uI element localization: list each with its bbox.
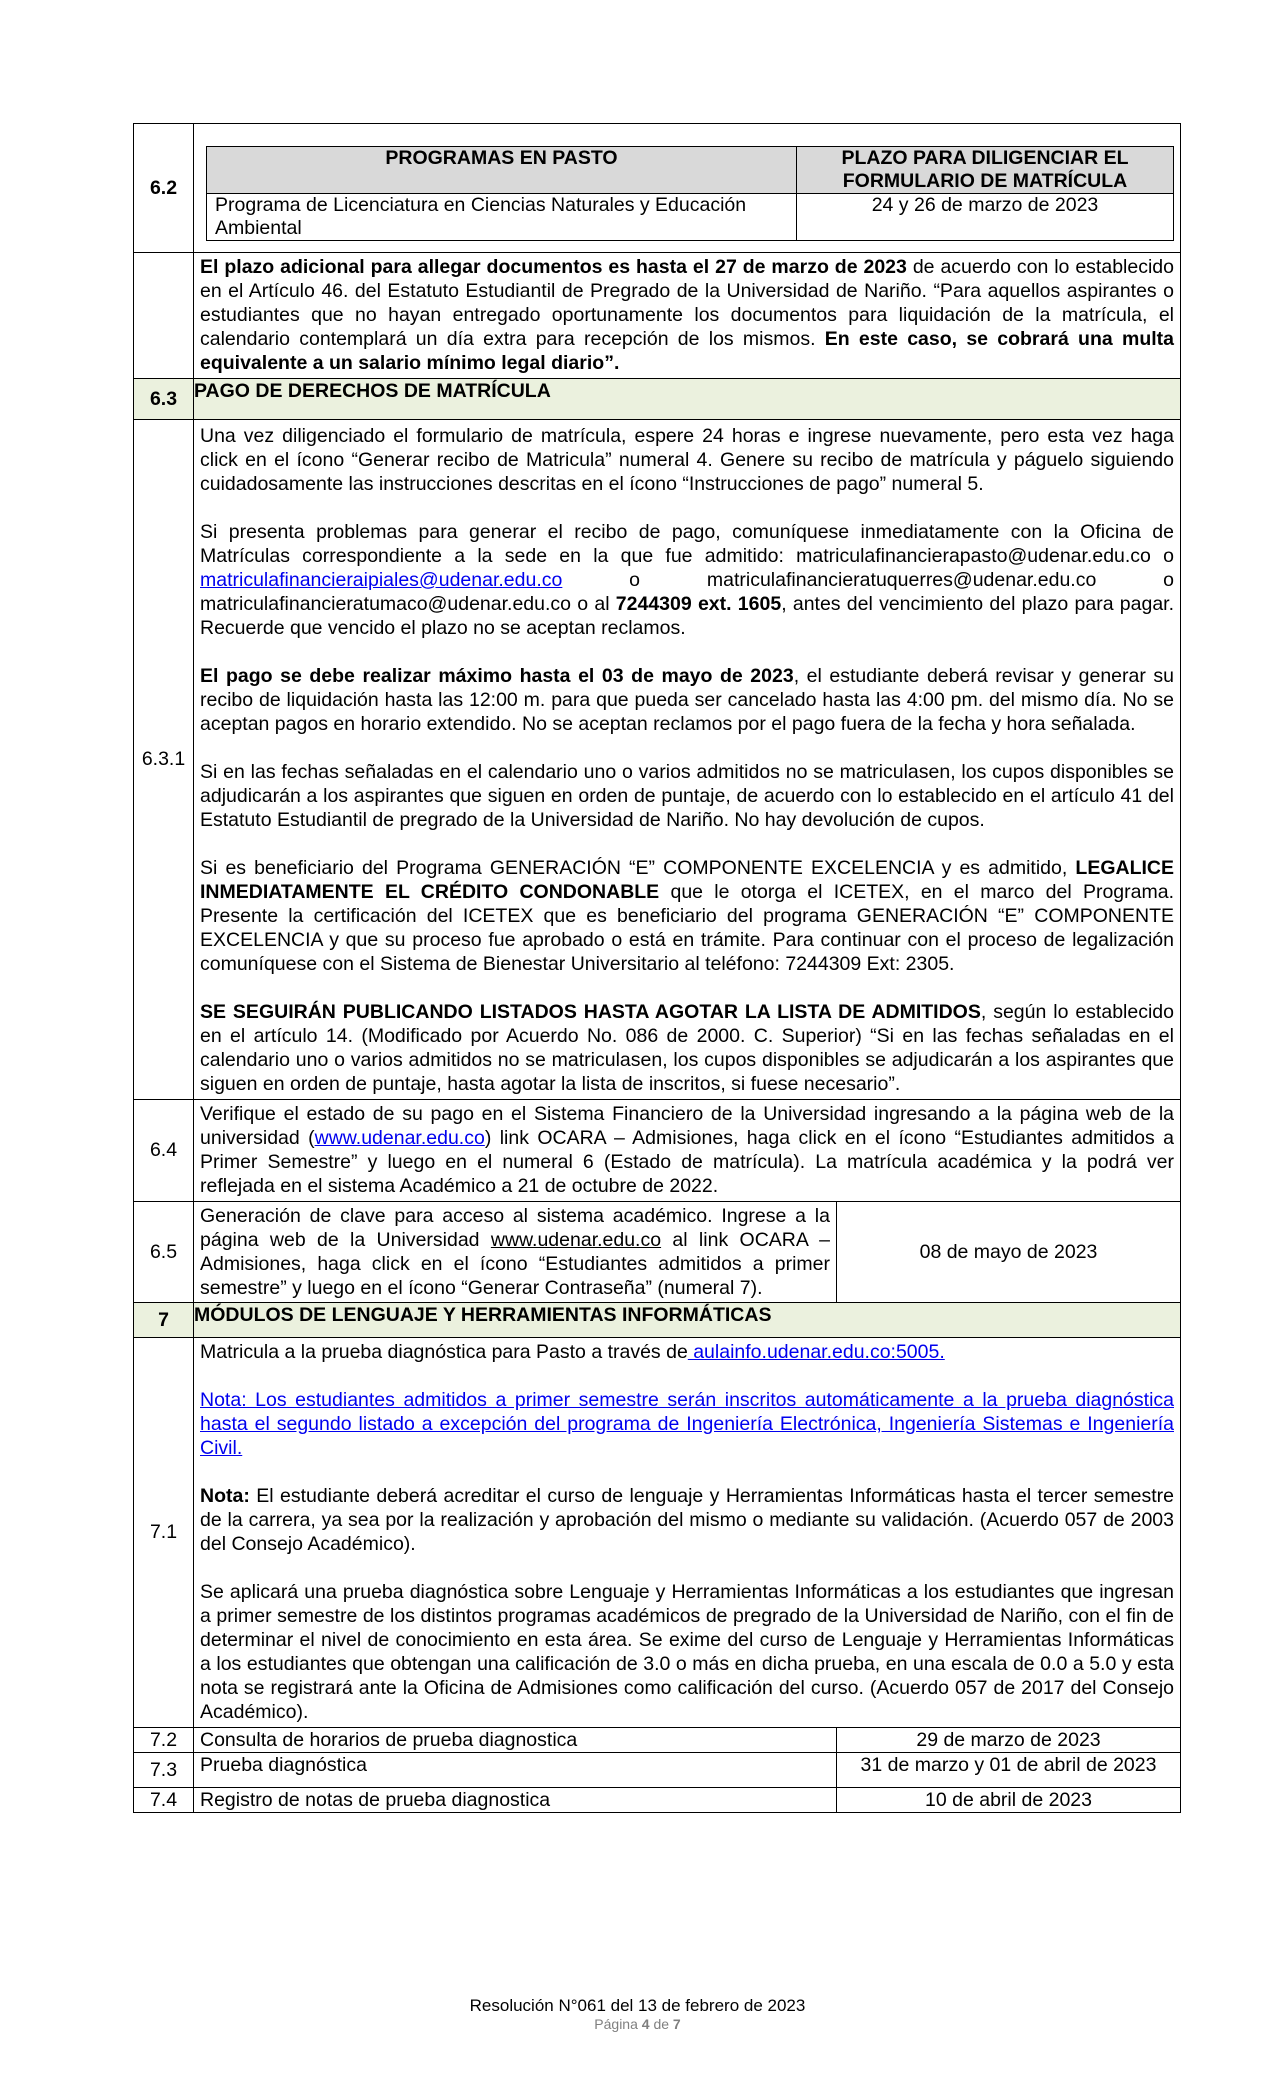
row-7-3 — [134, 1753, 1181, 1788]
password-text: Generación de clave para acceso al sistema académico. Ingrese a la página web de la Universidad www.udenar.edu.co al link OCARA – Admisiones, haga click en el ícono “Estudiantes admitidos a primer semestre” y luego en el ícono “Generar Contraseña” (numeral 7). — [194, 1202, 837, 1303]
password-date: 08 de mayo de 2023 — [837, 1202, 1181, 1303]
row-label: Prueba diagnóstica — [194, 1753, 837, 1788]
row-label: Consulta de horarios de prueba diagnostica — [194, 1728, 837, 1753]
section-number: 6.2 — [134, 124, 194, 253]
section-title: PAGO DE DERECHOS DE MATRÍCULA — [194, 379, 1181, 420]
aulainfo-link[interactable]: aulainfo.udenar.edu.co:5005. — [687, 1341, 945, 1363]
extra-deadline-text: El plazo adicional para allegar documentos es hasta el 27 de marzo de 2023 de acuerdo con lo establecido en el Artículo 46. del Estatuto Estudiantil de Pregrado de la Universidad de Nariño. “Para aquellos aspirantes o estudiantes que no hayan entregado oportunamente los documentos para liquidación de la matrícula, el calendario contemplará un día extra para recepción de los mismos. En este caso, se cobrará una multa equivalente a un salario mínimo legal diario”. — [200, 256, 1174, 374]
row-6-3-1 — [134, 420, 1181, 1100]
row-label: Registro de notas de prueba diagnostica — [194, 1788, 837, 1813]
section-number: 7.3 — [134, 1753, 194, 1788]
udenar-link[interactable]: www.udenar.edu.co — [314, 1127, 485, 1149]
programs-table — [206, 146, 1174, 241]
section-number: 6.3 — [134, 379, 194, 420]
row-7 — [134, 1303, 1181, 1338]
row-6-2-extra — [134, 253, 1181, 379]
section-title: MÓDULOS DE LENGUAJE Y HERRAMIENTAS INFORMÁTICAS — [194, 1303, 1181, 1338]
cell-6-2 — [194, 124, 1181, 253]
diagnostic-test-text: Matricula a la prueba diagnóstica para Pasto a través de aulainfo.udenar.edu.co:5005. Nota: Los estudiantes admitidos a primer semestre serán inscritos automáticamente a la prueba diagnóstica hasta el segundo listado a excepción del programa de Ingeniería Electrónica, Ingeniería Sistemas e Ingeniería Civil. Nota: El estudiante deberá acreditar el curso de lenguaje y Herramientas Informáticas hasta el tercer semestre de la carrera, ya sea por la realización y aprobación del mismo o mediante su validación. (Acuerdo 057 de 2003 del Consejo Académico). Se aplicará una prueba diagnóstica sobre Lenguaje y Herramientas Informáticas a los estudiantes que ingresan a primer semestre de los distintos programas académicos de pregrado de la Universidad de Nariño, con el fin de determinar el nivel de conocimiento en esta área. Se exime del curso de Lenguaje y Herramientas Informáticas a los estudiantes que obtengan una calificación de 3.0 o más en dicha prueba, en una escala de 0.0 a 5.0 y esta nota se registrará ante la Oficina de Admisiones como calificación del curso. (Acuerdo 057 de 2017 del Consejo Académico). — [200, 1341, 1174, 1723]
programs-header: PROGRAMAS EN PASTO — [207, 147, 797, 194]
row-7-1 — [134, 1338, 1181, 1728]
program-deadline: 24 y 26 de marzo de 2023 — [797, 194, 1174, 241]
row-7-2 — [134, 1728, 1181, 1753]
row-date: 29 de marzo de 2023 — [837, 1728, 1181, 1753]
section-number: 7.2 — [134, 1728, 194, 1753]
section-number: 6.4 — [134, 1100, 194, 1202]
udenar-link[interactable]: www.udenar.edu.co — [490, 1229, 662, 1251]
row-7-4 — [134, 1788, 1181, 1813]
row-6-4 — [134, 1100, 1181, 1202]
row-6-3 — [134, 379, 1181, 420]
deadline-header: PLAZO PARA DILIGENCIAR EL FORMULARIO DE MATRÍCULA — [797, 147, 1174, 194]
row-6-5 — [134, 1202, 1181, 1303]
section-number: 6.3.1 — [134, 420, 194, 1100]
program-name: Programa de Licenciatura en Ciencias Naturales y Educación Ambiental — [207, 194, 797, 241]
section-number: 7.4 — [134, 1788, 194, 1813]
payment-status-text: Verifique el estado de su pago en el Sistema Financiero de la Universidad ingresando a la página web de la universidad (www.udenar.edu.co) link OCARA – Admisiones, haga click en el ícono “Estudiantes admitidos a Primer Semestre” y luego en el numeral 6 (Estado de matrícula). La matrícula académica y la podrá ver reflejada en el sistema Académico a 21 de octubre de 2022. — [200, 1103, 1174, 1197]
page-number: Página 4 de 7 — [594, 2016, 681, 2032]
auto-enrollment-note[interactable]: Nota: Los estudiantes admitidos a primer semestre serán inscritos automáticamente a la prueba diagnóstica hasta el segundo listado a excepción del programa de Ingeniería Electrónica, Ingeniería Sistemas e Ingeniería Civil. — [200, 1389, 1174, 1459]
calendar-table — [133, 123, 1181, 1813]
row-date: 10 de abril de 2023 — [837, 1788, 1181, 1813]
section-number: 6.5 — [134, 1202, 194, 1303]
section-number: 7 — [134, 1303, 194, 1338]
resolution-reference: Resolución N°061 del 13 de febrero de 2023 — [469, 1996, 806, 2015]
row-date: 31 de marzo y 01 de abril de 2023 — [837, 1753, 1181, 1788]
row-6-2 — [134, 124, 1181, 253]
section-number: 7.1 — [134, 1338, 194, 1728]
payment-instructions: Una vez diligenciado el formulario de matrícula, espere 24 horas e ingrese nuevamente, pero esta vez haga click en el ícono “Generar recibo de Matricula” numeral 4. Genere su recibo de matrícula y páguelo siguiendo cuidadosamente las instrucciones descritas en el ícono “Instrucciones de pago” numeral 5. Si presenta problemas para generar el recibo de pago, comuníquese inmediatamente con la Oficina de Matrículas correspondiente a la sede en la que fue admitido: matriculafinancierapasto@udenar.edu.co o matriculafinancieraipiales@udenar.edu.co o matriculafinancieratuquerres@udenar.edu.co o matriculafinancieratumaco@udenar.edu.co o al 7244309 ext. 1605, antes del vencimiento del plazo para pagar. Recuerde que vencido el plazo no se aceptan reclamos. El pago se debe realizar máximo hasta el 03 de mayo de 2023, el estudiante deberá revisar y generar su recibo de liquidación hasta las 12:00 m. para que pueda ser cancelado hasta las 4:00 pm. del mismo día. No se aceptan pagos en horario extendido. No se aceptan reclamos por el pago fuera de la fecha y hora señalada. Si en las fechas señaladas en el calendario uno o varios admitidos no se matriculasen, los cupos disponibles se adjudicarán a los aspirantes que siguen en orden de puntaje, de acuerdo con lo establecido en el artículo 41 del Estatuto Estudiantil de pregrado de la Universidad de Nariño. No hay devolución de cupos. Si es beneficiario del Programa GENERACIÓN “E” COMPONENTE EXCELENCIA y es admitido, LEGALICE INMEDIATAMENTE EL CRÉDITO CONDONABLE que le otorga el ICETEX, en el marco del Programa. Presente la certificación del ICETEX que es beneficiario del programa GENERACIÓN “E” COMPONENTE EXCELENCIA y que su proceso fue aprobado o está en trámite. Para continuar con el proceso de legalización comuníquese con el Sistema de Bienestar Universitario al teléfono: 7244309 Ext: 2305. SE SEGUIRÁN PUBLICANDO LISTADOS HASTA AGOTAR LA LISTA DE ADMITIDOS, según lo establecido en el artículo 14. (Modificado por Acuerdo No. 086 de 2000. C. Superior) “Si en las fechas señaladas en el calendario uno o varios admitidos no se matriculasen, los cupos disponibles se adjudicarán a los aspirantes que siguen en orden de puntaje, hasta agotar la lista de inscritos, si fuese necesario”. — [200, 425, 1175, 1095]
email-link-ipiales[interactable]: matriculafinancieraipiales@udenar.edu.co — [200, 569, 563, 591]
document-page — [133, 123, 1180, 1813]
